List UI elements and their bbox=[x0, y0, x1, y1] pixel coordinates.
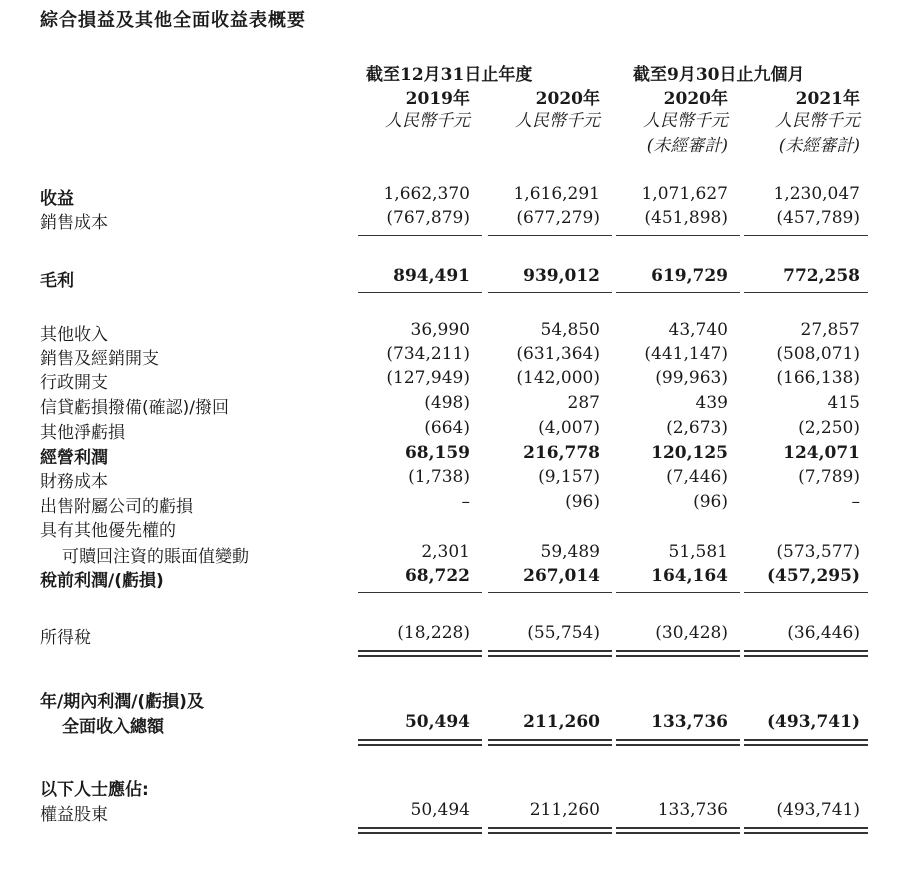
table-row bbox=[0, 712, 911, 736]
row-label: 年/期內利潤/(虧損)及 bbox=[40, 692, 204, 712]
cell-value: 68,722 bbox=[404, 566, 470, 586]
cell-value: – bbox=[461, 492, 470, 512]
column-unit: 人民幣千元 bbox=[385, 111, 470, 131]
cell-value: 1,230,047 bbox=[773, 184, 860, 204]
cell-value: 68,159 bbox=[404, 443, 470, 463]
cell-value: (734,211) bbox=[386, 344, 470, 364]
table-row bbox=[0, 368, 911, 392]
cell-value: (664) bbox=[424, 418, 470, 438]
cell-value: 43,740 bbox=[668, 320, 728, 340]
table-row bbox=[0, 623, 911, 647]
underline bbox=[488, 235, 612, 236]
underline bbox=[616, 235, 740, 236]
table-row bbox=[0, 775, 911, 799]
double-underline bbox=[616, 739, 740, 746]
cell-value: (4,007) bbox=[538, 418, 600, 438]
cell-value: 51,581 bbox=[668, 542, 728, 562]
row-label: 全面收入總額 bbox=[62, 717, 164, 737]
cell-value: (573,577) bbox=[776, 542, 860, 562]
cell-value: (142,000) bbox=[516, 368, 600, 388]
row-label: 可贖回注資的賬面值變動 bbox=[62, 547, 249, 567]
cell-value: (2,673) bbox=[666, 418, 728, 438]
cell-value: (7,446) bbox=[666, 467, 728, 487]
underline bbox=[358, 292, 482, 293]
table-row bbox=[0, 393, 911, 417]
double-underline bbox=[358, 650, 482, 657]
row-label: 以下人士應佔: bbox=[40, 780, 149, 800]
table-row bbox=[0, 516, 911, 540]
table-row bbox=[0, 566, 911, 590]
cell-value: (441,147) bbox=[644, 344, 728, 364]
row-label: 出售附屬公司的虧損 bbox=[40, 497, 193, 517]
underline bbox=[488, 292, 612, 293]
cell-value: 1,616,291 bbox=[513, 184, 600, 204]
underline bbox=[616, 292, 740, 293]
cell-value: 415 bbox=[827, 393, 860, 413]
row-label: 其他淨虧損 bbox=[40, 423, 125, 443]
cell-value: 439 bbox=[695, 393, 728, 413]
underline bbox=[744, 235, 868, 236]
double-underline bbox=[358, 827, 482, 834]
group-header-annual: 截至12月31日止年度 bbox=[366, 65, 533, 85]
cell-value: 211,260 bbox=[523, 712, 600, 732]
cell-value: 54,850 bbox=[540, 320, 600, 340]
cell-value: 50,494 bbox=[404, 712, 470, 732]
table-row bbox=[0, 800, 911, 824]
double-underline bbox=[488, 739, 612, 746]
cell-value: (451,898) bbox=[644, 208, 728, 228]
table-row bbox=[0, 418, 911, 442]
double-underline bbox=[744, 650, 868, 657]
underline bbox=[744, 592, 868, 593]
cell-value: 1,071,627 bbox=[641, 184, 728, 204]
table-row bbox=[0, 687, 911, 711]
cell-value: (493,741) bbox=[767, 712, 860, 732]
double-underline bbox=[744, 739, 868, 746]
column-unaudited: (未經審計) bbox=[646, 136, 728, 156]
cell-value: 939,012 bbox=[523, 266, 600, 286]
underline bbox=[358, 592, 482, 593]
row-label: 毛利 bbox=[40, 271, 74, 291]
table-row bbox=[0, 266, 911, 290]
group-header-nine-months: 截至9月30日止九個月 bbox=[633, 65, 805, 85]
cell-value: (96) bbox=[693, 492, 728, 512]
cell-value: 2,301 bbox=[421, 542, 470, 562]
column-unit: 人民幣千元 bbox=[515, 111, 600, 131]
table-row bbox=[0, 492, 911, 516]
cell-value: 50,494 bbox=[410, 800, 470, 820]
cell-value: 287 bbox=[567, 393, 600, 413]
table-row bbox=[0, 467, 911, 491]
cell-value: – bbox=[851, 492, 860, 512]
row-label: 收益 bbox=[40, 189, 74, 209]
double-underline bbox=[744, 827, 868, 834]
table-row bbox=[0, 320, 911, 344]
table-row bbox=[0, 443, 911, 467]
row-label: 行政開支 bbox=[40, 373, 108, 393]
cell-value: (508,071) bbox=[776, 344, 860, 364]
cell-value: (457,789) bbox=[776, 208, 860, 228]
cell-value: 27,857 bbox=[800, 320, 860, 340]
cell-value: (677,279) bbox=[516, 208, 600, 228]
table-row bbox=[0, 542, 911, 566]
column-year-2019: 2019年 bbox=[405, 89, 470, 109]
column-unaudited: (未經審計) bbox=[778, 136, 860, 156]
cell-value: 124,071 bbox=[783, 443, 860, 463]
column-year-2021-9m: 2021年 bbox=[795, 89, 860, 109]
cell-value: 133,736 bbox=[657, 800, 728, 820]
cell-value: (493,741) bbox=[776, 800, 860, 820]
cell-value: 216,778 bbox=[523, 443, 600, 463]
cell-value: 211,260 bbox=[529, 800, 600, 820]
double-underline bbox=[488, 650, 612, 657]
double-underline bbox=[616, 827, 740, 834]
underline bbox=[358, 235, 482, 236]
cell-value: (18,228) bbox=[397, 623, 470, 643]
cell-value: (7,789) bbox=[798, 467, 860, 487]
cell-value: (457,295) bbox=[767, 566, 860, 586]
cell-value: 133,736 bbox=[651, 712, 728, 732]
underline bbox=[616, 592, 740, 593]
cell-value: (631,364) bbox=[516, 344, 600, 364]
row-label: 具有其他優先權的 bbox=[40, 521, 176, 541]
underline bbox=[744, 292, 868, 293]
cell-value: (767,879) bbox=[386, 208, 470, 228]
row-label: 所得稅 bbox=[40, 628, 91, 648]
row-label: 權益股東 bbox=[40, 805, 108, 825]
column-unit: 人民幣千元 bbox=[643, 111, 728, 131]
cell-value: (498) bbox=[424, 393, 470, 413]
cell-value: (96) bbox=[565, 492, 600, 512]
row-label: 銷售成本 bbox=[40, 213, 108, 233]
cell-value: (36,446) bbox=[787, 623, 860, 643]
table-row bbox=[0, 184, 911, 208]
double-underline bbox=[358, 739, 482, 746]
row-label: 銷售及經銷開支 bbox=[40, 349, 159, 369]
page-title: 綜合損益及其他全面收益表概要 bbox=[40, 10, 306, 31]
table-row bbox=[0, 208, 911, 232]
row-label: 稅前利潤/(虧損) bbox=[40, 571, 164, 591]
row-label: 其他收入 bbox=[40, 325, 108, 345]
table-row bbox=[0, 344, 911, 368]
cell-value: (30,428) bbox=[655, 623, 728, 643]
cell-value: 772,258 bbox=[783, 266, 860, 286]
cell-value: (9,157) bbox=[538, 467, 600, 487]
cell-value: (99,963) bbox=[655, 368, 728, 388]
cell-value: (2,250) bbox=[798, 418, 860, 438]
row-label: 信貸虧損撥備(確認)/撥回 bbox=[40, 398, 229, 418]
cell-value: 619,729 bbox=[651, 266, 728, 286]
cell-value: 894,491 bbox=[393, 266, 470, 286]
underline bbox=[488, 592, 612, 593]
column-year-2020: 2020年 bbox=[535, 89, 600, 109]
cell-value: 1,662,370 bbox=[383, 184, 470, 204]
cell-value: 164,164 bbox=[651, 566, 728, 586]
cell-value: 59,489 bbox=[540, 542, 600, 562]
cell-value: (166,138) bbox=[776, 368, 860, 388]
cell-value: (1,738) bbox=[408, 467, 470, 487]
cell-value: (127,949) bbox=[386, 368, 470, 388]
cell-value: 36,990 bbox=[410, 320, 470, 340]
cell-value: (55,754) bbox=[527, 623, 600, 643]
cell-value: 267,014 bbox=[523, 566, 600, 586]
cell-value: 120,125 bbox=[651, 443, 728, 463]
row-label: 財務成本 bbox=[40, 472, 108, 492]
column-unit: 人民幣千元 bbox=[775, 111, 860, 131]
double-underline bbox=[616, 650, 740, 657]
double-underline bbox=[488, 827, 612, 834]
row-label: 經營利潤 bbox=[40, 448, 108, 468]
column-year-2020-9m: 2020年 bbox=[663, 89, 728, 109]
